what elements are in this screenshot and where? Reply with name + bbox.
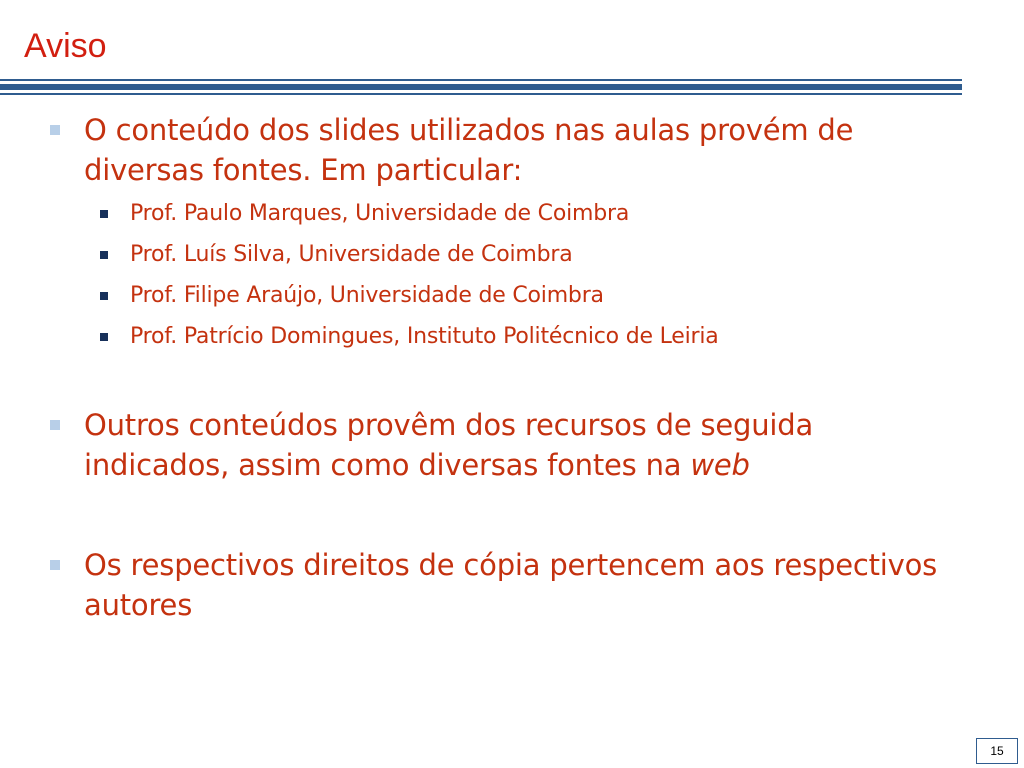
sub-item-1: Prof. Paulo Marques, Universidade de Coimbra — [130, 201, 630, 226]
bullet-2-emphasis: web — [690, 448, 750, 482]
sub-bullet-square-icon — [100, 333, 108, 341]
divider-line-middle — [0, 84, 962, 90]
sub-item-4: Prof. Patrício Domingues, Instituto Politécnico de Leiria — [130, 324, 719, 349]
bullet-1-text: O conteúdo dos slides utilizados nas aulas provém de diversas fontes. Em particular: — [84, 113, 854, 187]
bullet-square-icon — [50, 560, 60, 570]
divider-line-bottom — [0, 93, 962, 95]
bullet-2-text — [84, 405, 944, 485]
bullet-square-icon — [50, 125, 60, 135]
sub-item-3: Prof. Filipe Araújo, Universidade de Coimbra — [130, 283, 604, 308]
sub-bullet-square-icon — [100, 210, 108, 218]
sub-item-2: Prof. Luís Silva, Universidade de Coimbra — [130, 242, 573, 267]
bullet-3-text: Os respectivos direitos de cópia pertencem aos respectivos autores — [84, 548, 938, 622]
sub-bullet-square-icon — [100, 251, 108, 259]
title-divider — [0, 79, 962, 97]
bullet-2-main-text: Outros conteúdos provêm dos recursos de seguida indicados, assim como diversas fontes na — [84, 408, 814, 482]
slide-title: Aviso — [24, 27, 107, 65]
page-number: 15 — [976, 738, 1018, 764]
sub-bullet-square-icon — [100, 292, 108, 300]
divider-line-top — [0, 79, 962, 81]
bullet-square-icon — [50, 420, 60, 430]
